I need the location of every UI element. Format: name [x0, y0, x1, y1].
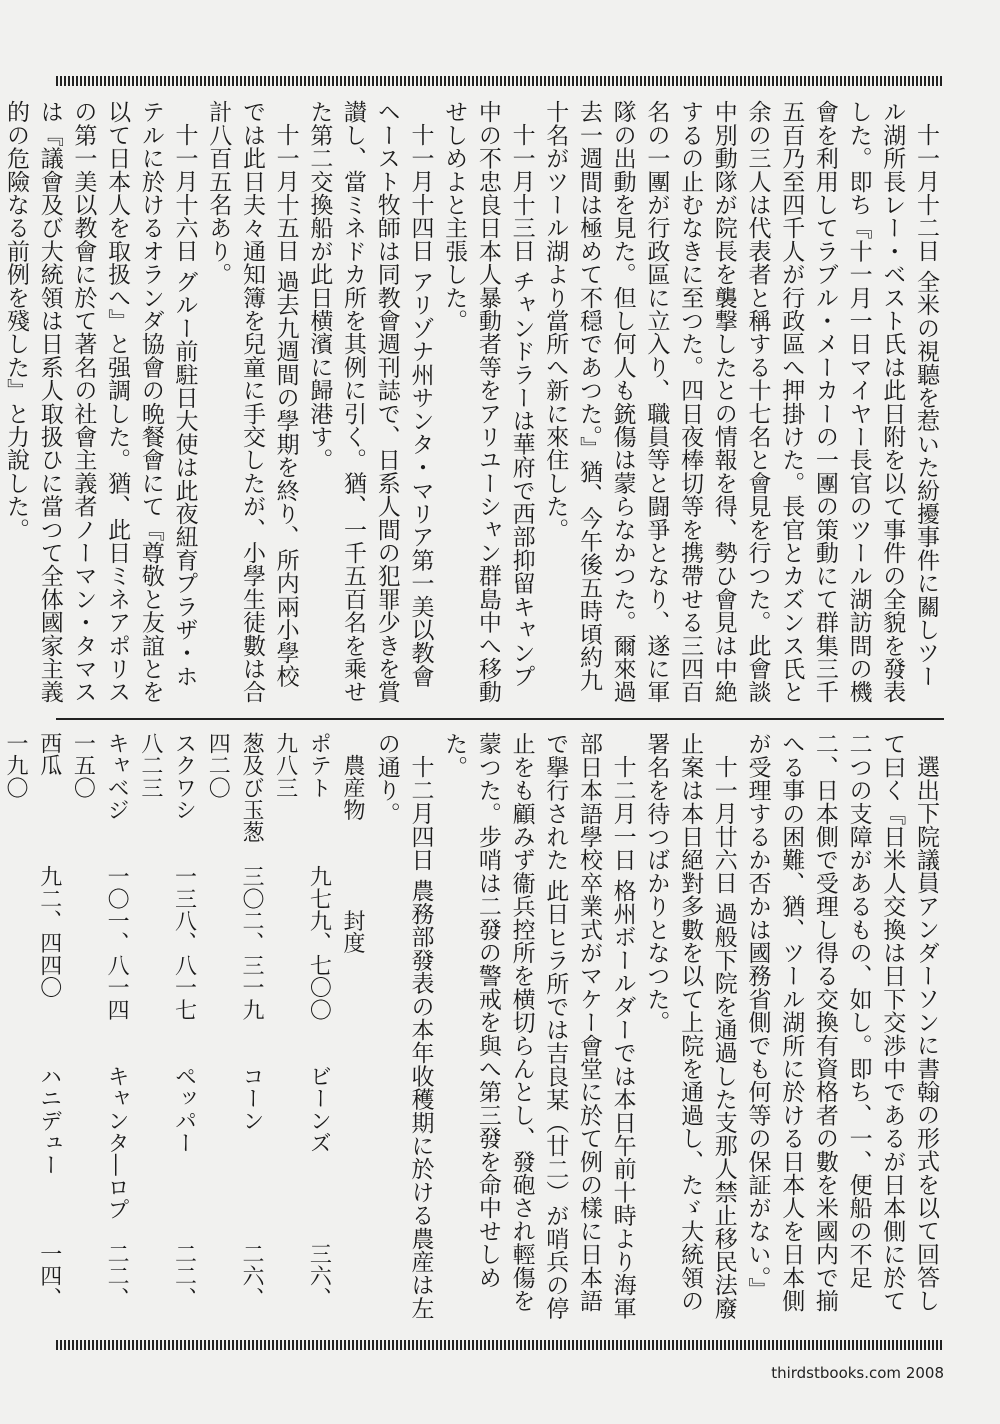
crop-table-row: 葱及び玉葱 三〇二、三一九 コーン 二六、四二〇 — [205, 732, 264, 1310]
paragraph: 選出下院議員アンダーソンに書翰の形式を以て回答して曰く『日米人交換は日下交渉中であるが日本側に於て二つの支障があるもの、如し。即ち、一、便船の不足 二、日本側で受理し得る交換有資格者の數を米國内で揃へる事の困難、猶、ツール湖所に於ける日本人を日本側が受理するか否かは國務省側でも何等の保証がない。』 — [744, 732, 939, 1312]
paragraph: 十二月四日 農務部發表の本年收穫期に於ける農産は左の通り。 — [373, 732, 434, 1320]
paragraph: 十一月十五日 過去九週間の學期を終り、所内兩小學校では此日夫々通知簿を兒童に手交したが、小學生徒數は合計八百五名あり。 — [205, 100, 299, 704]
footer-credit: thirdstbooks.com 2008 — [771, 1364, 944, 1382]
crop-table — [0, 732, 369, 1328]
paragraph: 十一月十四日 アリゾナ州サンタ・マリア第一美以教會ヘースト牧師は同教會週刊誌で、日系人間の犯罪少きを賞讃し、當ミネドカ所を其例に引く。猶、一千五百名を乘せた第二交換船が此日横濱に歸港す。 — [306, 100, 434, 704]
paragraph: 十一月十二日 全米の視聽を惹いた紛擾事件に關しツール湖所長レー・ベスト氏は此日附を以て事件の全貌を發表した。即ち『十一月一日マイヤー長官のツール湖訪問の機會を利用してラブル・メーカーの一團の策動にて群集三千五百乃至四千人が行政區へ押掛けた。長官とカズンス氏と余の三人は代表者と稱する十七名と會見を行つた。此會談中別動隊が院長を襲撃したとの情報を得、勢ひ會見は中絶するの止むなきに至つた。四日夜棒切等を携帶せる三四百名の一團が行政區に立入り、職員等と闘爭となり、遂に軍隊の出動を見た。但し何人も銃傷は蒙らなかつた。爾來過去一週間は極めて不穏であつた。』猶、今午後五時頃約九十名がツール湖より當所へ新に來住した。 — [542, 100, 939, 704]
crop-table-header: 農産物 封度 — [340, 754, 366, 954]
bottom-ornamental-rule — [56, 1340, 944, 1350]
crop-table-row: ポテト 九七九、七〇〇 ビーンズ 三六、九八三 — [272, 732, 332, 1310]
crop-table-row: スクワシ 一三八、八一七 ペッパー 二二、八二三 — [137, 732, 197, 1310]
paragraph: 十一月廿六日 過般下院を通過した支那人禁止移民法廢止案は本日絕對多數を以て上院を通過し、たゞ大統領の署名を待つばかりとなつた。 — [643, 732, 737, 1320]
crop-table-row: 西瓜 九二、四四〇 ハニデュー 一四、一九〇 — [3, 732, 62, 1310]
crop-table-row: キャベジ 一〇一、八一四 キャンタ―ロプ 二二、一五〇 — [70, 732, 130, 1310]
paragraph: 十一月十三日 チャンドラーは華府で西部抑留キャンプ中の不忠良日本人暴動者等をアリユーシャン群島中へ移動せしめよと主張した。 — [441, 100, 535, 704]
upper-text-block — [3, 100, 942, 704]
lower-text-block — [3, 732, 942, 1328]
section-divider — [56, 718, 944, 720]
top-ornamental-rule — [56, 76, 944, 86]
paragraph: 十一月十六日 グルー前駐日大使は此夜紐育プラザ・ホテルに於けるオランダ協會の晩餐會にて『尊敬と友誼とを以て日本人を取扱へ』と强調した。猶、此日ミネアポリスの第一美以教會に於て著名の社會主義者ノーマン・タマスは『議會及び大統領は日系人取扱ひに當つて全体國家主義的の危險なる前例を殘した』と力說した。 — [3, 100, 198, 704]
paragraph: 十二月一日 格州ボールダーでは本日午前十時より海軍部日本語學校卒業式がマケー會堂に於て例の樣に日本語で擧行された 此日ヒラ所では吉良某（廿二）が哨兵の停止をも顧みず衞兵控所を横切らんとし、發砲され輕傷を蒙つた。步哨は二發の警戒を與へ第三發を命中せしめた。 — [441, 732, 636, 1320]
